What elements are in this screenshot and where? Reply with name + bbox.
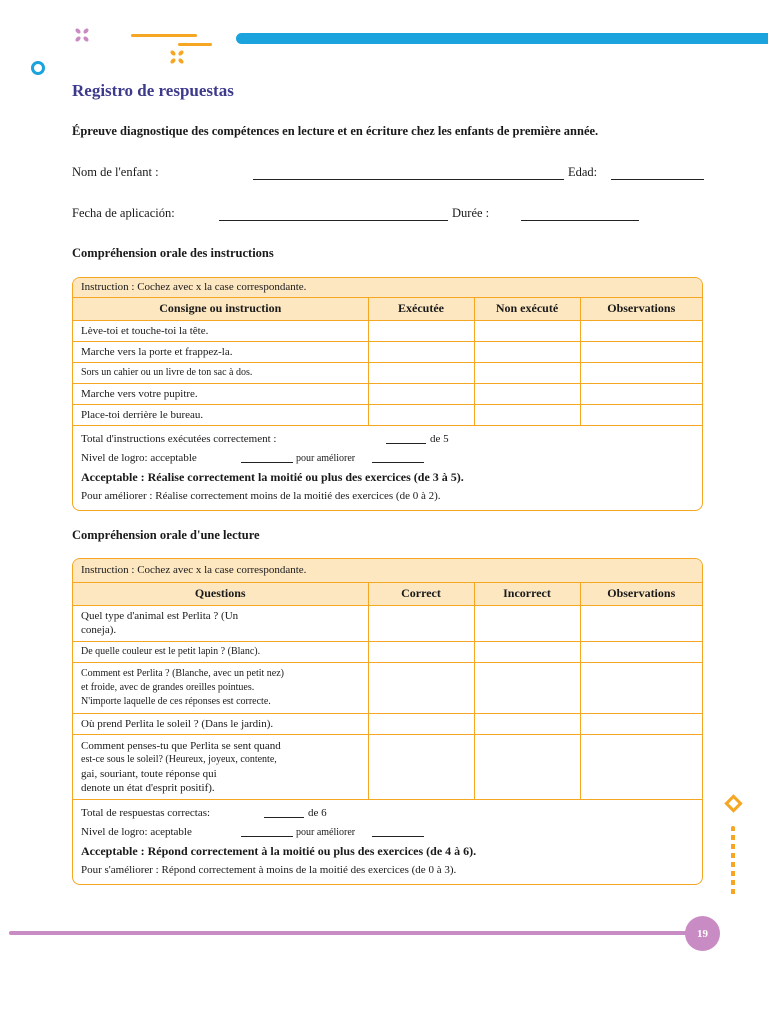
- child-name-label: Nom de l'enfant :: [72, 165, 159, 179]
- reading-panel: [72, 558, 703, 885]
- correct-checkbox[interactable]: [368, 713, 474, 734]
- improve-field[interactable]: [372, 462, 424, 463]
- incorrect-checkbox[interactable]: [474, 713, 580, 734]
- instructions-panel: [72, 277, 703, 511]
- column-header: Questions: [73, 583, 368, 605]
- table-row: [73, 605, 702, 641]
- correct-checkbox[interactable]: [368, 734, 474, 799]
- question-line: denote un état d'esprit positif).: [81, 781, 215, 794]
- table-row: [73, 734, 702, 799]
- top-banner-bar: [236, 33, 768, 44]
- column-header: Observations: [580, 298, 702, 320]
- decor-line-1: [131, 34, 197, 37]
- observations-cell[interactable]: [580, 383, 702, 404]
- question-line: Où prend Perlita le soleil ? (Dans le jardin).: [81, 717, 274, 730]
- executed-checkbox[interactable]: [368, 341, 474, 362]
- observations-cell[interactable]: [580, 605, 702, 641]
- question-line: Comment penses-tu que Perlita se sent quand: [81, 739, 281, 752]
- not-executed-checkbox[interactable]: [474, 404, 580, 425]
- question-cell: [73, 605, 368, 641]
- observations-cell[interactable]: [580, 662, 702, 713]
- total-of: de 5: [430, 432, 449, 445]
- observations-cell[interactable]: [580, 734, 702, 799]
- improve-criteria: Pour s'améliorer : Répond correctement à moins de la moitié des exercices (de 0 à 3).: [81, 863, 457, 876]
- age-field[interactable]: [611, 179, 704, 180]
- incorrect-checkbox[interactable]: [474, 734, 580, 799]
- document-subtitle: Épreuve diagnostique des compétences en lecture et en écriture chez les enfants de première année.: [72, 124, 599, 138]
- improve-criteria: Pour améliorer : Réalise correctement moins de la moitié des exercices (de 0 à 2).: [81, 489, 441, 502]
- acceptable-criteria: Acceptable : Réalise correctement la moitié ou plus des exercices (de 3 à 5).: [81, 469, 464, 484]
- table-header-row: [73, 583, 702, 605]
- question-line: Comment est Perlita ? (Blanche, avec un petit nez): [81, 667, 284, 679]
- sparkle-icon-purple: [74, 27, 90, 43]
- total-label: Total d'instructions exécutées correctement :: [81, 432, 277, 445]
- circle-icon: [31, 61, 45, 75]
- total-field[interactable]: [386, 443, 426, 444]
- incorrect-checkbox[interactable]: [474, 605, 580, 641]
- level-label: Nivel de logro: acceptable: [81, 451, 197, 464]
- total-of: de 6: [308, 806, 327, 819]
- instructions-table: [73, 298, 702, 426]
- question-line: N'importe laquelle de ces réponses est correcte.: [81, 695, 271, 707]
- improve-label: pour améliorer: [296, 452, 356, 464]
- incorrect-checkbox[interactable]: [474, 641, 580, 662]
- table-header-row: [73, 298, 702, 320]
- total-field[interactable]: [264, 817, 304, 818]
- instruction-text: Instruction : Cochez avec x la case correspondante.: [73, 278, 702, 298]
- sparkle-icon-orange: [169, 49, 185, 65]
- observations-cell[interactable]: [580, 362, 702, 383]
- table-row: [73, 362, 702, 383]
- acceptable-criteria: Acceptable : Répond correctement à la moitié ou plus des exercices (de 4 à 6).: [81, 843, 477, 858]
- question-cell: [73, 713, 368, 734]
- column-header: Consigne ou instruction: [73, 298, 368, 320]
- instruction-text: Instruction : Cochez avec x la case correspondante.: [73, 559, 702, 583]
- question-cell: [73, 734, 368, 799]
- question-line: est-ce sous le soleil? (Heureux, joyeux, contente,: [81, 753, 277, 765]
- acceptable-field[interactable]: [241, 836, 293, 837]
- date-label: Fecha de aplicación:: [72, 206, 175, 220]
- incorrect-checkbox[interactable]: [474, 662, 580, 713]
- observations-cell[interactable]: [580, 641, 702, 662]
- improve-field[interactable]: [372, 836, 424, 837]
- scoring-footer: [73, 800, 702, 884]
- not-executed-checkbox[interactable]: [474, 383, 580, 404]
- total-label: Total de respuestas correctas:: [81, 806, 211, 819]
- table-row: [73, 713, 702, 734]
- child-name-field[interactable]: [253, 179, 564, 180]
- table-row: [73, 662, 702, 713]
- instruction-cell: Lève-toi et touche-toi la tête.: [73, 320, 368, 341]
- question-cell: [73, 662, 368, 713]
- decor-line-2: [178, 43, 212, 46]
- column-header: Non exécuté: [474, 298, 580, 320]
- level-label: Nivel de logro: aceptable: [81, 825, 192, 838]
- bottom-bar: [9, 931, 699, 935]
- question-cell: [73, 641, 368, 662]
- question-line: et froide, avec de grandes oreilles pointues.: [81, 681, 255, 693]
- correct-checkbox[interactable]: [368, 641, 474, 662]
- question-line: gai, souriant, toute réponse qui: [81, 767, 217, 780]
- dotted-line-decor: [731, 826, 735, 898]
- executed-checkbox[interactable]: [368, 404, 474, 425]
- table-row: [73, 320, 702, 341]
- table-row: [73, 341, 702, 362]
- correct-checkbox[interactable]: [368, 605, 474, 641]
- question-line: De quelle couleur est le petit lapin ? (Blanc).: [81, 645, 261, 657]
- observations-cell[interactable]: [580, 320, 702, 341]
- instruction-cell: Marche vers votre pupitre.: [73, 383, 368, 404]
- correct-checkbox[interactable]: [368, 662, 474, 713]
- column-header: Observations: [580, 583, 702, 605]
- observations-cell[interactable]: [580, 341, 702, 362]
- question-line: Quel type d'animal est Perlita ? (Un: [81, 610, 239, 622]
- reading-table: [73, 583, 702, 800]
- not-executed-checkbox[interactable]: [474, 341, 580, 362]
- instruction-cell: Place-toi derrière le bureau.: [73, 404, 368, 425]
- not-executed-checkbox[interactable]: [474, 320, 580, 341]
- diamond-icon: [724, 794, 742, 812]
- question-line: coneja).: [81, 624, 117, 636]
- observations-cell[interactable]: [580, 404, 702, 425]
- improve-label: pour améliorer: [296, 826, 356, 838]
- age-label: Edad:: [568, 165, 598, 179]
- page-title: Registro de respuestas: [72, 81, 234, 100]
- date-field[interactable]: [219, 220, 448, 221]
- executed-checkbox[interactable]: [368, 383, 474, 404]
- table-row: [73, 641, 702, 662]
- executed-checkbox[interactable]: [368, 320, 474, 341]
- column-header: Incorrect: [474, 583, 580, 605]
- observations-cell[interactable]: [580, 713, 702, 734]
- executed-checkbox[interactable]: [368, 362, 474, 383]
- column-header: Exécutée: [368, 298, 474, 320]
- section-title-reading: Compréhension orale d'une lecture: [72, 528, 260, 542]
- table-row: [73, 383, 702, 404]
- column-header: Correct: [368, 583, 474, 605]
- instruction-cell: Marche vers la porte et frappez-la.: [73, 341, 368, 362]
- acceptable-field[interactable]: [241, 462, 293, 463]
- scoring-footer: [73, 426, 702, 510]
- duration-field[interactable]: [521, 220, 639, 221]
- instruction-cell: Sors un cahier ou un livre de ton sac à dos.: [73, 362, 368, 383]
- table-row: [73, 404, 702, 425]
- page-number: 19: [685, 916, 720, 951]
- section-title-instructions: Compréhension orale des instructions: [72, 246, 274, 260]
- not-executed-checkbox[interactable]: [474, 362, 580, 383]
- duration-label: Durée :: [452, 206, 490, 220]
